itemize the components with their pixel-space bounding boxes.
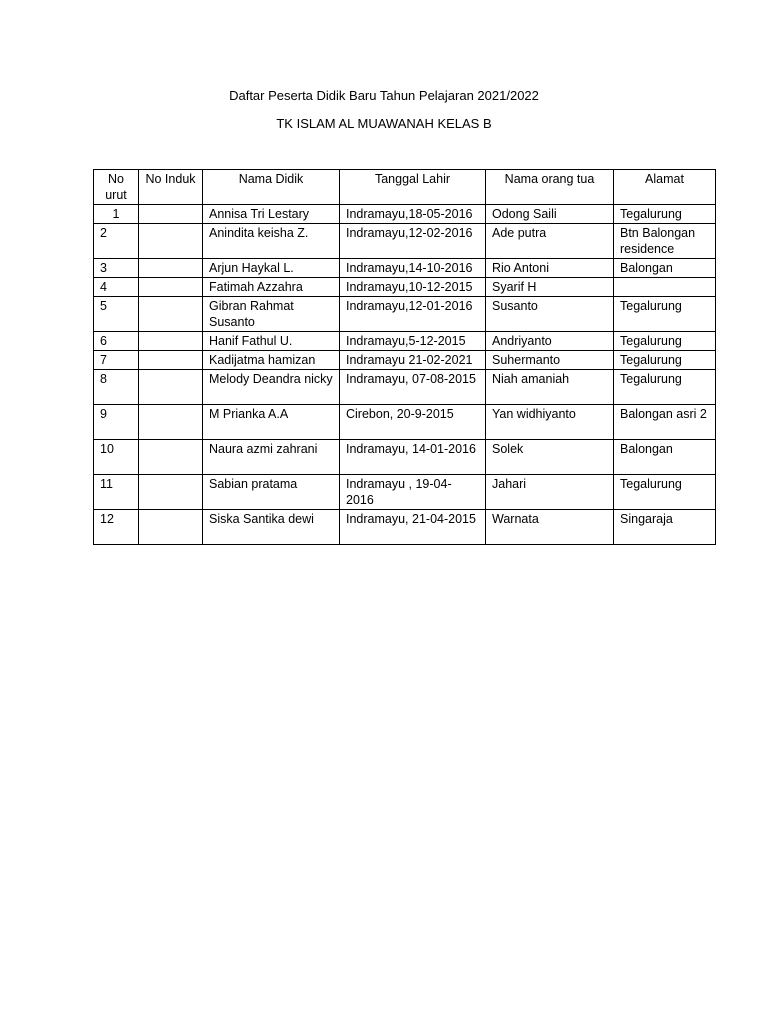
cell-ortu: Andriyanto <box>486 332 614 351</box>
student-table <box>93 169 716 545</box>
cell-tgl: Indramayu,18-05-2016 <box>340 205 486 224</box>
cell-induk <box>139 332 203 351</box>
cell-no: 12 <box>94 510 139 545</box>
cell-nama: Kadijatma hamizan <box>203 351 340 370</box>
cell-alamat: Singaraja <box>614 510 716 545</box>
table-row <box>94 475 716 510</box>
cell-nama: Melody Deandra nicky <box>203 370 340 405</box>
cell-alamat: Tegalurung <box>614 332 716 351</box>
cell-induk <box>139 405 203 440</box>
table-row <box>94 351 716 370</box>
cell-tgl: Indramayu,12-01-2016 <box>340 297 486 332</box>
cell-ortu: Rio Antoni <box>486 259 614 278</box>
cell-induk <box>139 351 203 370</box>
cell-no: 5 <box>94 297 139 332</box>
cell-tgl: Indramayu,12-02-2016 <box>340 224 486 259</box>
table-row <box>94 405 716 440</box>
cell-tgl: Indramayu 21-02-2021 <box>340 351 486 370</box>
document-title: Daftar Peserta Didik Baru Tahun Pelajaran 2021/2022 <box>229 88 539 103</box>
header-tanggal-lahir: Tanggal Lahir <box>340 170 486 205</box>
header-alamat: Alamat <box>614 170 716 205</box>
cell-induk <box>139 297 203 332</box>
cell-nama: Hanif Fathul U. <box>203 332 340 351</box>
cell-tgl: Indramayu,10-12-2015 <box>340 278 486 297</box>
cell-ortu: Niah amaniah <box>486 370 614 405</box>
cell-alamat: Tegalurung <box>614 297 716 332</box>
cell-tgl: Indramayu,14-10-2016 <box>340 259 486 278</box>
cell-induk <box>139 278 203 297</box>
cell-no: 10 <box>94 440 139 475</box>
cell-nama: Sabian pratama <box>203 475 340 510</box>
cell-nama: Arjun Haykal L. <box>203 259 340 278</box>
cell-induk <box>139 475 203 510</box>
cell-ortu: Jahari <box>486 475 614 510</box>
cell-alamat: Tegalurung <box>614 370 716 405</box>
cell-alamat: Tegalurung <box>614 475 716 510</box>
cell-nama: Siska Santika dewi <box>203 510 340 545</box>
cell-tgl: Cirebon, 20-9-2015 <box>340 405 486 440</box>
cell-nama: Gibran Rahmat Susanto <box>203 297 340 332</box>
table-row <box>94 259 716 278</box>
cell-ortu: Warnata <box>486 510 614 545</box>
cell-alamat: Btn Balongan residence <box>614 224 716 259</box>
cell-no: 11 <box>94 475 139 510</box>
cell-ortu: Ade putra <box>486 224 614 259</box>
cell-alamat: Balongan <box>614 259 716 278</box>
cell-no: 3 <box>94 259 139 278</box>
table-row <box>94 297 716 332</box>
cell-alamat <box>614 278 716 297</box>
cell-induk <box>139 370 203 405</box>
cell-tgl: Indramayu, 07-08-2015 <box>340 370 486 405</box>
cell-ortu: Odong Saili <box>486 205 614 224</box>
table-row <box>94 510 716 545</box>
cell-induk <box>139 224 203 259</box>
cell-ortu: Syarif H <box>486 278 614 297</box>
cell-ortu: Solek <box>486 440 614 475</box>
cell-tgl: Indramayu, 21-04-2015 <box>340 510 486 545</box>
cell-alamat: Tegalurung <box>614 351 716 370</box>
cell-no: 8 <box>94 370 139 405</box>
cell-induk <box>139 440 203 475</box>
cell-no: 1 <box>94 205 139 224</box>
cell-ortu: Susanto <box>486 297 614 332</box>
table-header-row <box>94 170 716 205</box>
cell-nama: Fatimah Azzahra <box>203 278 340 297</box>
document-subtitle: TK ISLAM AL MUAWANAH KELAS B <box>276 116 492 131</box>
cell-induk <box>139 205 203 224</box>
cell-no: 7 <box>94 351 139 370</box>
cell-no: 6 <box>94 332 139 351</box>
cell-no: 9 <box>94 405 139 440</box>
cell-induk <box>139 259 203 278</box>
cell-alamat: Balongan <box>614 440 716 475</box>
header-nama-didik: Nama Didik <box>203 170 340 205</box>
cell-no: 4 <box>94 278 139 297</box>
cell-tgl: Indramayu, 14-01-2016 <box>340 440 486 475</box>
cell-nama: Anindita keisha Z. <box>203 224 340 259</box>
cell-nama: Annisa Tri Lestary <box>203 205 340 224</box>
table-row <box>94 370 716 405</box>
header-nama-orang-tua: Nama orang tua <box>486 170 614 205</box>
cell-ortu: Suhermanto <box>486 351 614 370</box>
cell-nama: Naura azmi zahrani <box>203 440 340 475</box>
cell-nama: M Prianka A.A <box>203 405 340 440</box>
table-row <box>94 332 716 351</box>
cell-tgl: Indramayu,5-12-2015 <box>340 332 486 351</box>
cell-alamat: Balongan asri 2 <box>614 405 716 440</box>
table-row <box>94 224 716 259</box>
cell-tgl: Indramayu , 19-04-2016 <box>340 475 486 510</box>
table-row <box>94 205 716 224</box>
cell-ortu: Yan widhiyanto <box>486 405 614 440</box>
header-no-urut: No urut <box>94 170 139 205</box>
cell-no: 2 <box>94 224 139 259</box>
table-row <box>94 440 716 475</box>
table-row <box>94 278 716 297</box>
cell-induk <box>139 510 203 545</box>
cell-alamat: Tegalurung <box>614 205 716 224</box>
header-no-induk: No Induk <box>139 170 203 205</box>
